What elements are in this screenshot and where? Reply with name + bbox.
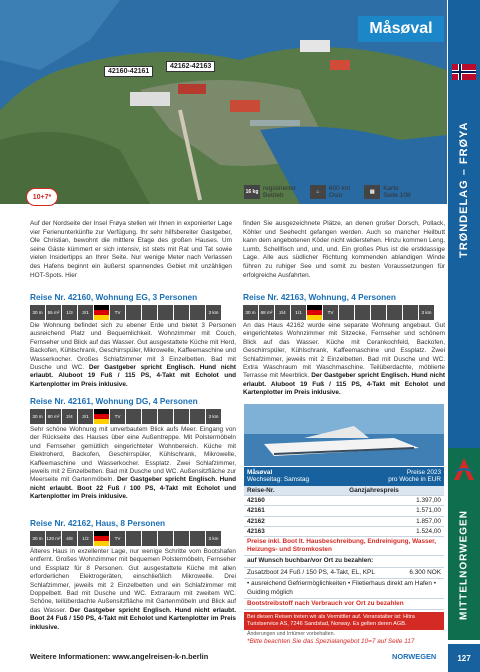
price-year: Preise 2023 xyxy=(406,469,441,476)
registered-icon: 16 kg xyxy=(244,185,260,199)
boat-icon xyxy=(174,531,189,546)
house-tag-42162-42163: 42162-42163 xyxy=(166,61,215,72)
map-fact xyxy=(364,180,410,204)
fact-text: Seite 108 xyxy=(383,192,411,199)
page-title: Måsøval xyxy=(358,16,444,42)
table-header-row xyxy=(244,486,444,496)
tv-icon: TV xyxy=(323,305,338,320)
bathroom-icon: 1/1 xyxy=(291,305,306,320)
unit-text: Älteres Haus in exzellenter Lage, nur wenige Schritte vom Bootshafen entfernt. Großes Wohnzimmer mit bequemen Polstermöbeln, Fernseher und Essplatz für 8 Personen. Gut ausgestattete Küche mit allen erforderlichen Elektrogeräten, einschließlich Mikrowelle. Drei Schlafzimmer, jeweils mit 2 Einzelbetten und ein Schlafzimmer mit Doppelbett. Bad mit Dusche und WC. Extraraum mit zweitem WC. Schöne, teilüberdachte Außensitzfläche mit Gartenmöbeln und Blick auf das Wasser. xyxy=(30,548,236,614)
map-icon: ▤ xyxy=(364,185,380,199)
column-header: Ganzjahrespreis xyxy=(349,486,399,494)
table-row xyxy=(244,506,444,516)
tv-icon: TV xyxy=(110,305,125,320)
price: 1.397,00 xyxy=(416,497,441,505)
distance-fact xyxy=(310,180,350,204)
intro-text-right: finden Sie ausgezeichnete Plätze, an denen großer Dorsch, Pollack, Köhler und Seehecht gefangen werden. Auch so mancher Heilbutt kann dem angebotenen Köder nicht widerstehen. Hinzu kommen Leng, Lumb, Schellfisch und, und, und. Ein großes Plus ist die erstklassige Lage. Alle aus südlicher Richtung kommenden ablandigen Winde führen zu ruhiger See und somit zu besten Voraussetzungen für erfolgreiche Ausfahrten. xyxy=(243,220,445,279)
sidebar xyxy=(448,0,480,672)
extra-boat-row xyxy=(244,568,444,579)
bathroom-icon: 3/1 xyxy=(78,305,93,320)
trip-number: 42163 xyxy=(247,528,265,535)
boat-photo xyxy=(244,404,444,466)
included-note: Preise inkl. Boot lt. Hausbeschreibung, Endreinigung, Wasser, Heizungs- und Stromkosten xyxy=(244,537,444,556)
bedroom-icon: 1/3 xyxy=(62,305,77,320)
agent-note: Bei diesen Reisen treten wir als Vermittler auf. Veranstalter ist: Hitra Turistservice AS, 7246 Sandstad, Norway. Es gelten deren AGB. xyxy=(244,612,444,630)
table-row xyxy=(244,517,444,527)
region-label: TRØNDELAG – FRØYA xyxy=(458,121,470,259)
column-header: Reise-Nr. xyxy=(247,486,275,494)
dishwasher-icon xyxy=(142,531,157,546)
no-dog-icon xyxy=(190,409,205,424)
amenity-icons xyxy=(30,305,236,320)
fact-text: Betrieb xyxy=(263,192,284,199)
norway-flag-icon xyxy=(452,64,476,80)
unit-title: Reise Nr. 42161, Wohnung DG, 4 Personen xyxy=(30,396,198,406)
distance-water-icon: 30 m xyxy=(30,305,45,320)
price: 1.524,00 xyxy=(416,528,441,535)
unit-bold: Der Gastgeber spricht Englisch. Hund nicht erlaubt. Boot 22 Fuß / 100 PS, 4-Takt mit Echolot und Kartenplotter im Preis inklusive. xyxy=(30,476,236,501)
distance-water-icon: 30 m xyxy=(243,305,258,320)
shop-distance-icon: 3 km xyxy=(419,305,434,320)
unit-text: An das Haus 42162 wurde eine separate Wohnung angebaut. Gut eingerichtetes Wohnzimmer mit Sitzecke, Fernseher und schönem Blick auf das Wasser. Küche mit Cerankochfeld, Backofen, Geschirrspüler, Kühlschrank, Kaffeemaschine und Essplatz. Zwei Schlafzimmer, jeweils mit 2 Einzelbetten. Bad mit Dusche und WC. Extra Waschraum mit Waschmaschine. Teilüberdachte, möblierte Terrasse mit Meerblick. xyxy=(243,322,445,380)
page-number: 127 xyxy=(448,644,480,672)
price-table xyxy=(244,467,444,645)
price-table-header xyxy=(244,467,444,486)
unit-description xyxy=(30,426,236,502)
unit-description xyxy=(243,322,445,398)
flag-icon xyxy=(94,409,109,424)
section-label: MITTELNORWEGEN xyxy=(458,510,470,620)
changeover-day: Wechseltag: Samstag xyxy=(247,476,310,484)
size-icon: 120 m² xyxy=(46,531,61,546)
no-dog-icon xyxy=(190,305,205,320)
dishwasher-icon xyxy=(142,409,157,424)
tv-icon: TV xyxy=(110,531,125,546)
shop-distance-icon: 3 km xyxy=(206,409,221,424)
dishwasher-icon xyxy=(355,305,370,320)
house-icon: ⌂ xyxy=(310,185,326,199)
amenity-icons xyxy=(30,409,236,424)
fact-text: registrierter xyxy=(263,185,296,192)
bedroom-icon: 4/8 xyxy=(62,531,77,546)
microwave-icon xyxy=(371,305,386,320)
boat-icon xyxy=(387,305,402,320)
microwave-icon xyxy=(158,531,173,546)
unit-title: Reise Nr. 42163, Wohnung, 4 Personen xyxy=(243,292,396,302)
brand-logo-icon xyxy=(452,456,476,482)
unit-title: Reise Nr. 42160, Wohnung EG, 3 Personen xyxy=(30,292,198,302)
price-unit: pro Woche in EUR xyxy=(388,476,441,484)
table-name: Måsøval xyxy=(247,469,273,476)
size-icon: 80 m² xyxy=(46,409,61,424)
changes-note: Änderungen und Irrtümer vorbehalten. xyxy=(247,630,335,637)
unit-description xyxy=(30,548,236,632)
bedroom-icon: 2/4 xyxy=(275,305,290,320)
extra-item: Zusatzboot 24 Fuß / 150 PS, 4-Takt, EL, KPL xyxy=(247,568,375,576)
unit-bold: Der Gastgeber spricht Englisch. Hund nicht erlaubt. Aluboot 19 Fuß / 115 PS, 4-Takt mit Echolot und Kartenplotter im Preis inklusive. xyxy=(30,364,236,388)
unit-42161 xyxy=(30,396,236,502)
flag-icon xyxy=(94,531,109,546)
shop-distance-icon: 3 km xyxy=(206,531,221,546)
registered-fact xyxy=(244,180,296,204)
footer-info: Weitere Informationen: www.angelreisen-k-n.berlin xyxy=(30,652,209,661)
unit-42163 xyxy=(243,292,445,398)
trip-number: 42161 xyxy=(247,507,265,515)
special-offer-badge: 10+7* xyxy=(26,188,58,206)
boat-icon xyxy=(174,409,189,424)
washer-icon xyxy=(126,531,141,546)
bathroom-icon: 3/1 xyxy=(78,409,93,424)
house-tag-42160-42161: 42160-42161 xyxy=(104,66,153,77)
no-dog-icon xyxy=(190,531,205,546)
washer-icon xyxy=(126,409,141,424)
size-icon: 68 m² xyxy=(259,305,274,320)
special-offer-note: *Bitte beachten Sie das Spezialangebot 10=7 auf Seite 117 xyxy=(247,637,415,645)
flag-icon xyxy=(94,305,109,320)
unit-text: Sehr schöne Wohnung mit unverbautem Blick aufs Meer. Eingang von der Rückseite des Hauses über eine Außentreppe. Mit Polstermöbeln und Fernseher gemütlich eingerichteter Wohnbereich. Küche mit Elektroherd, Backofen, Geschirrspüler, Kühlschrank, Mikrowelle, Kaffeemaschine und Wasserkocher. Essplatz. Zwei Schlafzimmer, jeweils mit 2 Einzelbetten. Bad mit Dusche und WC. Außensitzfläche zur Meerseite mit Gartenmöbeln. xyxy=(30,426,236,484)
footer-country: NORWEGEN xyxy=(392,652,437,661)
size-icon: 55 m² xyxy=(46,305,61,320)
distance-water-icon: 30 m xyxy=(30,531,45,546)
unit-description xyxy=(30,322,236,389)
tv-icon: TV xyxy=(110,409,125,424)
amenity-icons xyxy=(243,305,445,320)
flag-icon xyxy=(307,305,322,320)
fact-text: Oslo xyxy=(328,192,343,199)
unit-42160 xyxy=(30,292,236,389)
washer-icon xyxy=(339,305,354,320)
extra-price: 6.300 NOK xyxy=(409,568,441,576)
distance-water-icon: 30 m xyxy=(30,409,45,424)
boat-icon xyxy=(174,305,189,320)
fuel-note: Bootstreibstoff nach Verbrauch vor Ort zu bezahlen xyxy=(244,599,444,610)
price: 1.857,00 xyxy=(416,517,441,525)
trip-number: 42160 xyxy=(247,497,265,505)
washer-icon xyxy=(126,305,141,320)
no-dog-icon xyxy=(403,305,418,320)
unit-text: Die Wohnung befindet sich zu ebener Erde und bietet 3 Personen ausreichend Platz und Bequemlichkeit. Wohnzimmer mit Couch, Fernseher und Blick auf das Wasser. Gut ausgestattete Küche mit Herd, Backofen, Kühlschrank, Geschirrspüler, Mikrowelle, Kaffeemaschine und Wasserkocher. Großes Schlafzimmer mit 3 Einzelbetten. Bad mit Dusche und WC. xyxy=(30,322,236,372)
shop-distance-icon: 3 km xyxy=(206,305,221,320)
trip-number: 42162 xyxy=(247,517,265,525)
fact-text: Karte xyxy=(383,185,399,192)
fact-bar xyxy=(244,180,411,204)
unit-bold: Der Gastgeber spricht Englisch. Hund nicht erlaubt. Boot 24 Fuß / 150 PS, 4-Takt mit Echolot und Kartenplotter im Preis inklusive. xyxy=(30,606,236,631)
table-row xyxy=(244,527,444,537)
table-row xyxy=(244,496,444,506)
features-list: • ausreichend Gefriermöglichkeiten • Filetierhaus direkt am Hafen • Guiding möglich xyxy=(244,579,444,599)
unit-bold: Der Gastgeber spricht Englisch. Hund nicht erlaubt. Aluboot 19 Fuß / 115 PS, 4-Takt mit Echolot und Kartenplotter im Preis inklusive. xyxy=(243,372,446,397)
dishwasher-icon xyxy=(142,305,157,320)
unit-title: Reise Nr. 42162, Haus, 8 Personen xyxy=(30,518,166,528)
unit-42162 xyxy=(30,518,236,632)
amenity-icons xyxy=(30,531,236,546)
price: 1.571,00 xyxy=(416,507,441,515)
bathroom-icon: 1/2 xyxy=(78,531,93,546)
microwave-icon xyxy=(158,305,173,320)
microwave-icon xyxy=(158,409,173,424)
bedroom-icon: 2/4 xyxy=(62,409,77,424)
intro-text-left: Auf der Nordseite der Insel Frøya stellen wir Ihnen in exponierter Lage vier Ferienunterkünfte zur Verfügung. Ihr sehr hilfsbereiter Gastgeber, Ole Christian, bewohnt die mittlere Etage des großen Hauses. Um seine Gäste kümmert er sich intensiv, ist stets mit Rat und Tat sowie vielen Insidertipps an Ihrer Seite. Nur wenige Meter nach Verlassen des Hafens beginnt ein äußerst spannendes Gebiet mit unzähligen HOT-Spots. Hier xyxy=(30,220,232,279)
fact-text: 600 km xyxy=(328,185,351,192)
extras-title: auf Wunsch buchbar/vor Ort zu bezahlen: xyxy=(244,556,444,567)
